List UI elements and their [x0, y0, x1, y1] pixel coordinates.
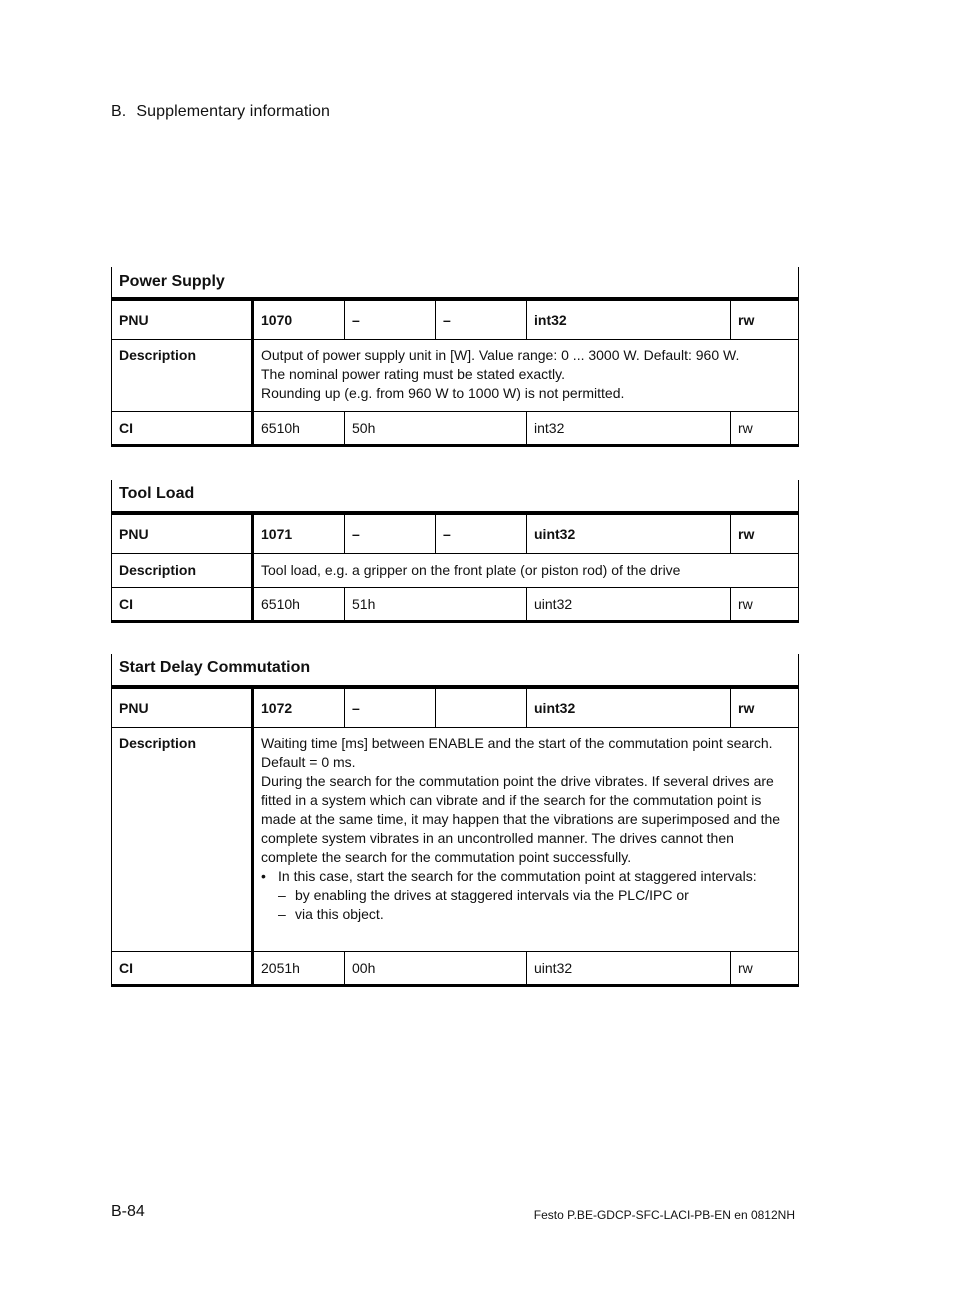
subindex-2: – [435, 515, 526, 553]
subindex-1: – [344, 301, 435, 339]
pnu-row [111, 301, 799, 339]
pnu-row [111, 515, 799, 553]
description-label: Description [112, 728, 253, 951]
ci-row [111, 951, 799, 984]
ci-access: rw [730, 952, 798, 984]
ci-access: rw [730, 588, 798, 620]
description-label: Description [112, 554, 253, 587]
pnu-row [111, 689, 799, 727]
pnu-label: PNU [112, 515, 253, 553]
description-label: Description [112, 340, 253, 411]
dash-text: by enabling the drives at staggered intervals via the PLC/IPC or [295, 887, 689, 903]
description-text [253, 728, 798, 951]
description-line: The nominal power rating must be stated exactly. [261, 366, 566, 382]
page-header [111, 103, 330, 121]
subindex-2: – [435, 301, 526, 339]
ci-subindex: 00h [344, 952, 526, 984]
dash-mark: – [278, 906, 286, 922]
description-text: Tool load, e.g. a gripper on the front plate (or piston rod) of the drive [253, 554, 798, 587]
param-title: Power Supply [111, 267, 799, 301]
dash-mark: – [278, 887, 286, 903]
ci-type: uint32 [526, 588, 730, 620]
bullet-mark: • [261, 868, 266, 884]
ci-access: rw [730, 412, 798, 444]
ci-index: 6510h [253, 588, 344, 620]
description-row [111, 339, 799, 411]
param-table-start-delay-commutation [111, 654, 799, 987]
description-paragraph: During the search for the commutation point the drive vibrates. If several drives are fitted in a system which can vibrate and if the search for the commutation point is made at the same time, it may happen that the vibrations are superimposed and the complete system vibrates in an uncontrolled manner. The drives cannot then complete the search for the commutation point successfully. [261, 773, 781, 865]
data-type: uint32 [526, 689, 730, 727]
param-table-tool-load [111, 480, 799, 623]
description-line: Rounding up (e.g. from 960 W to 1000 W) is not permitted. [261, 385, 625, 401]
ci-type: int32 [526, 412, 730, 444]
ci-type: uint32 [526, 952, 730, 984]
description-row [111, 553, 799, 587]
ci-row [111, 587, 799, 620]
ci-subindex: 50h [344, 412, 526, 444]
ci-label: CI [112, 952, 253, 984]
pnu-label: PNU [112, 689, 253, 727]
description-row [111, 727, 799, 951]
data-type: int32 [526, 301, 730, 339]
ci-index: 2051h [253, 952, 344, 984]
dash-item [261, 905, 791, 924]
pnu-value: 1072 [253, 689, 344, 727]
param-title: Tool Load [111, 480, 799, 515]
param-table-power-supply [111, 267, 799, 447]
pnu-value: 1071 [253, 515, 344, 553]
access: rw [730, 689, 798, 727]
subindex-1: – [344, 515, 435, 553]
dash-text: via this object. [295, 906, 384, 922]
access: rw [730, 515, 798, 553]
page-number: B-84 [111, 1203, 145, 1220]
subindex-2 [435, 689, 526, 727]
bullet-item [261, 867, 791, 886]
description-text [253, 340, 798, 411]
pnu-value: 1070 [253, 301, 344, 339]
dash-item [261, 886, 791, 905]
subindex-1: – [344, 689, 435, 727]
description-line: Output of power supply unit in [W]. Value range: 0 ... 3000 W. Default: 960 W. [261, 347, 740, 363]
section-title: Supplementary information [136, 103, 331, 120]
access: rw [730, 301, 798, 339]
ci-label: CI [112, 412, 253, 444]
description-paragraph: Waiting time [ms] between ENABLE and the start of the commutation point search. Default = 0 ms. [261, 735, 773, 770]
pnu-label: PNU [112, 301, 253, 339]
document-id: Festo P.BE-GDCP-SFC-LACI-PB-EN en 0812NH [533, 1208, 795, 1222]
data-type: uint32 [526, 515, 730, 553]
ci-row [111, 411, 799, 444]
param-title: Start Delay Commutation [111, 654, 799, 689]
ci-label: CI [112, 588, 253, 620]
ci-subindex: 51h [344, 588, 526, 620]
section-number: B. [111, 103, 127, 120]
ci-index: 6510h [253, 412, 344, 444]
bullet-text: In this case, start the search for the commutation point at staggered intervals: [278, 868, 757, 884]
